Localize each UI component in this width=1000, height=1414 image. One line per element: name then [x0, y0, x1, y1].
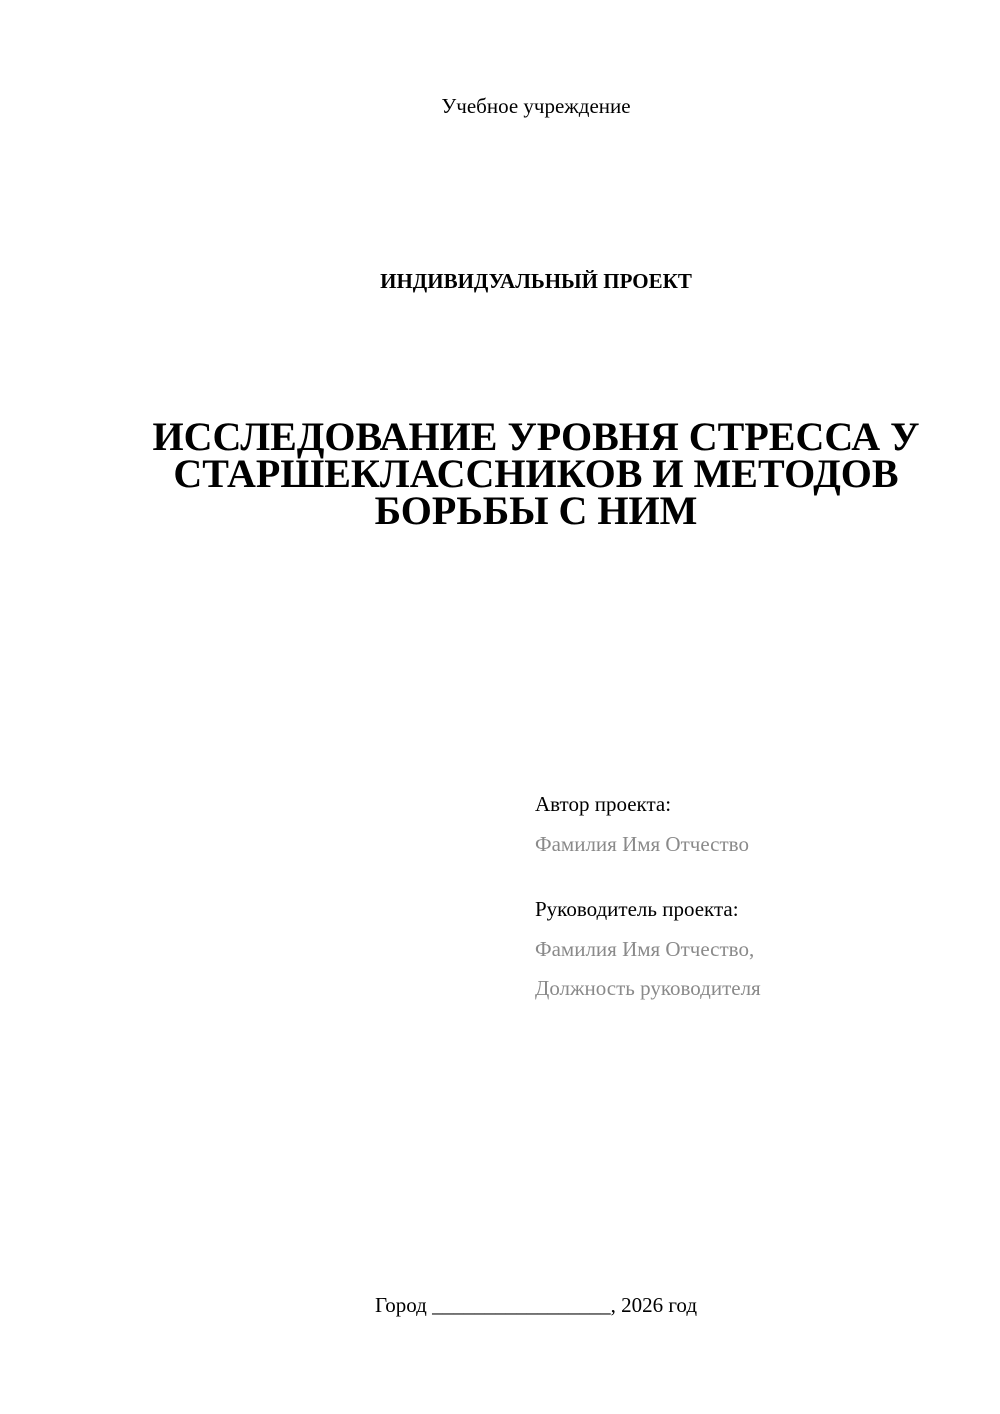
supervisor-label: Руководитель проекта: — [535, 897, 739, 921]
author-label: Автор проекта: — [535, 792, 672, 816]
document-type: ИНДИВИДУАЛЬНЫЙ ПРОЕКТ — [380, 269, 692, 293]
project-title-line-2: СТАРШЕКЛАССНИКОВ И МЕТОДОВ — [173, 451, 899, 496]
supervisor-block — [535, 895, 761, 1002]
institution-name: Учебное учреждение — [441, 94, 631, 118]
city-year-line: Город _________________, 2026 год — [374, 1293, 698, 1317]
project-title-line-3: БОРЬБЫ С НИМ — [374, 488, 698, 533]
supervisor-position: Должность руководителя — [535, 976, 761, 1000]
project-title — [130, 414, 942, 533]
project-title-line-1: ИССЛЕДОВАНИЕ УРОВНЯ СТРЕССА У — [152, 414, 920, 459]
author-name: Фамилия Имя Отчество — [535, 832, 749, 856]
supervisor-name: Фамилия Имя Отчество, — [535, 937, 755, 961]
author-block — [535, 790, 749, 858]
